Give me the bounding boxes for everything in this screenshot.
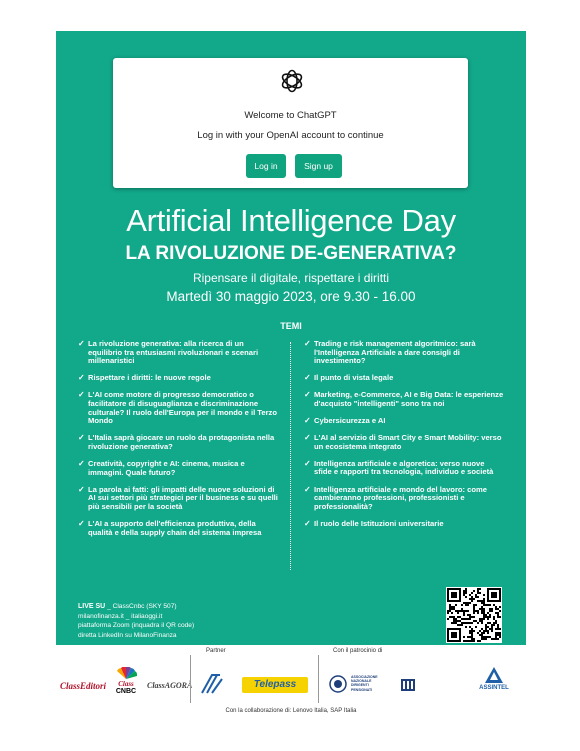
footer-divider: [318, 655, 319, 703]
assintel-emblem-icon: [485, 667, 503, 683]
patronage-label: Con il patrocinio di: [333, 648, 383, 654]
topic-item: ✓ Trading e risk management algoritmico: sarà l'Intelligenza Artificiale a dare consigli di investimento?: [304, 339, 476, 366]
check-icon: ✓: [304, 373, 311, 383]
assintel-logo: [471, 667, 517, 692]
check-icon: ✓: [304, 433, 311, 443]
topic-item: ✓ Creatività, copyright e AI: cinema, musica e immagini. Quale futuro?: [78, 458, 245, 477]
check-icon: ✓: [304, 339, 311, 348]
topic-item: ✓ La rivoluzione generativa: alla ricerca di un equilibrio tra entusiasmi rivoluzionari e scenari millenaristici: [78, 339, 259, 366]
qr-code[interactable]: [446, 587, 502, 643]
chatgpt-login-card: [113, 58, 468, 188]
topic-item: ✓ Intelligenza artificiale e mondo del lavoro: come cambieranno professioni, professionisti e professionalità?: [304, 484, 488, 511]
assinform-emblem-icon: [401, 679, 415, 691]
check-icon: ✓: [78, 373, 85, 383]
partner-symbol-icon: [198, 671, 228, 697]
class-cnbc-bottom: CNBC: [115, 688, 137, 695]
peacock-icon: [115, 667, 137, 679]
class-editori-logo: ClassEditori: [60, 681, 107, 691]
anp-line2: NAZIONALE: [351, 679, 372, 684]
column-divider: [290, 342, 291, 570]
assintel-label: ASSINTEL: [479, 685, 509, 691]
poster-green-area: [56, 31, 526, 645]
topic-item: ✓ Cybersicurezza e AI: [304, 416, 386, 426]
check-icon: ✓: [304, 416, 311, 426]
topics-left-column: [78, 340, 278, 546]
topic-item: ✓ Il ruolo delle Istituzioni universitarie: [304, 518, 444, 528]
chatgpt-logo-icon: [279, 68, 305, 94]
anp-emblem-icon: [329, 675, 347, 693]
check-icon: ✓: [78, 390, 85, 400]
footer-divider: [190, 655, 191, 703]
class-agora-logo: ClassAGORÀ: [147, 681, 193, 690]
anp-line1: ASSOCIAZIONE: [351, 675, 378, 679]
sponsor-footer: [56, 645, 526, 719]
check-icon: ✓: [304, 458, 311, 468]
live-line1: _ ClassCnbc (SKY 507): [105, 603, 177, 610]
anp-line4: PENSIONATI: [351, 687, 373, 692]
topic-item: ✓ Il punto di vista legale: [304, 373, 394, 383]
topic-item: ✓ L'AI al servizio di Smart City e Smart Mobility: verso un ecosistema integrato: [304, 433, 502, 451]
partner-label: Partner: [206, 648, 226, 654]
topics-right-column: [304, 340, 504, 537]
check-icon: ✓: [304, 518, 311, 528]
check-icon: ✓: [78, 458, 85, 468]
class-cnbc-top: Class: [118, 680, 134, 688]
login-subtitle: Log in with your OpenAI account to continue: [197, 130, 384, 141]
check-icon: ✓: [78, 484, 85, 494]
check-icon: ✓: [304, 390, 311, 400]
telepass-logo: Telepass: [242, 677, 308, 693]
class-cnbc-logo: [109, 667, 143, 696]
assinform-logo: [401, 679, 415, 693]
live-info: [78, 602, 194, 640]
anp-line3: DIRIGENTI: [351, 683, 369, 688]
check-icon: ✓: [78, 433, 85, 443]
topic-item: ✓ La parola ai fatti: gli impatti delle nuove soluzioni di AI sui settori più strategici per il business e su quelli più sensibili per la società: [78, 484, 278, 511]
topic-item: ✓ Marketing, e-Commerce, AI e Big Data: le esperienze d'acquisto "intelligenti" sono tra noi: [304, 390, 504, 408]
signup-button[interactable]: Sign up: [295, 154, 342, 178]
live-label: LIVE SU: [78, 603, 106, 610]
check-icon: ✓: [78, 339, 85, 348]
event-tagline: Ripensare il digitale, rispettare i diritti: [192, 271, 390, 285]
qr-code-icon: [447, 588, 501, 642]
live-line4: diretta LinkedIn su MilanoFinanza: [78, 631, 177, 639]
event-date: Martedì 30 maggio 2023, ore 9.30 - 16.00: [166, 289, 416, 304]
event-subtitle: LA RIVOLUZIONE DE-GENERATIVA?: [125, 243, 457, 264]
topic-item: ✓ Rispettare i diritti: le nuove regole: [78, 373, 211, 383]
collaboration-credits: Con la collaborazione di: Lenovo Italia, SAP Italia: [225, 708, 357, 714]
login-button[interactable]: Log in: [246, 154, 286, 178]
live-line2: milanofinanza.it _ italiaoggi.it: [78, 612, 163, 620]
topics-heading: TEMI: [280, 321, 302, 331]
welcome-title: Welcome to ChatGPT: [244, 110, 337, 121]
event-title: Artificial Intelligence Day: [126, 203, 456, 238]
live-line3: piattaforma Zoom (inquadra il QR code): [78, 622, 195, 630]
check-icon: ✓: [78, 518, 85, 528]
event-poster: [56, 31, 526, 719]
topic-item: ✓ L'Italia saprà giocare un ruolo da protagonista nella rivoluzione generativa?: [78, 433, 275, 451]
topic-item: ✓ L'AI a supporto dell'efficienza produttiva, della qualità e della supply chain del sistema impresa: [78, 518, 262, 537]
check-icon: ✓: [304, 484, 311, 494]
topic-item: ✓ Intelligenza artificiale e algoretica: verso nuove sfide e rapporti tra tecnologia, individuo e società: [304, 458, 494, 477]
topic-item: ✓ L'AI come motore di progresso democratico o facilitatore di disuguaglianza e discriminazione culturale? Il ruolo dell'Europa per il mondo e il Terzo Mondo: [78, 390, 277, 426]
